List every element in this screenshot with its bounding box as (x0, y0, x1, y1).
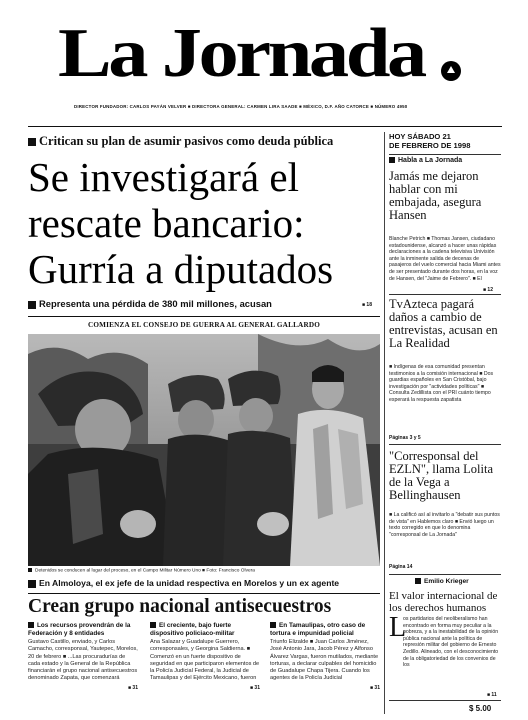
masthead (0, 0, 528, 110)
sidebar-rule-1 (389, 294, 501, 295)
bullet-square-icon (415, 578, 421, 584)
lead-headline-line3: Gurría a diputados (28, 246, 334, 292)
lead-headline-line1: Se investigará el (28, 154, 299, 200)
bullet-square-icon (28, 622, 34, 628)
bullet-square-icon (28, 138, 36, 146)
sidebar-story4-body: os partidarios del neoliberalismo han encontrado en forma muy peculiar a la pobreza, y a la inestabilidad de la opinión pública nacional ante la política de represión militar del gobierno de Ernesto Zedillo. Alineado, con el desconocimiento de la obligatoriedad de los convenios de los (403, 616, 499, 669)
sidebar-story3-page: Página 14 (389, 564, 413, 570)
lead-headline[interactable] (28, 154, 380, 292)
bottom-column-2-subhead: El creciente, bajo fuerte dispositivo policiaco-militar (150, 622, 235, 637)
logo-emblem-icon (440, 60, 462, 82)
sidebar-story4-page: ■ 11 (487, 692, 497, 698)
bottom-column-1-subhead: Los recursos provendrán de la Federación y 8 entidades (28, 622, 131, 637)
sidebar-story3-body: ■ La calificó así al invitarlo a "debatir sus puntos de vista" en Hablemos claro ■ Envió luego un texto corregido en que lo denomina "corresponsal de La Jornada" (389, 512, 500, 538)
lead-story (28, 132, 380, 312)
lead-deck-page: ■ 18 (362, 302, 372, 308)
sidebar-story2-page: Páginas 3 y 5 (389, 435, 421, 441)
sidebar (389, 132, 501, 718)
bullet-square-icon (389, 157, 395, 163)
sidebar-date: HOY SÁBADO 21 DE FEBRERO DE 1998 (389, 132, 471, 150)
bottom-column-3-page: ■ 31 (370, 685, 380, 692)
photo-label: COMIENZA EL CONSEJO DE GUERRA AL GENERAL GALLARDO (87, 321, 321, 329)
sidebar-story2-headline[interactable]: TvAzteca pagará daños a cambio de entrevistas, acusan en La Realidad (389, 297, 498, 350)
lead-headline-line2: rescate bancario: (28, 200, 305, 246)
bottom-column-3-body: Triunfo Elizalde ■ Juan Carlos Jiménez, José Antonio Jara, Jacob Pérez y Alfonso Álvarez Vargas, fueron mutilados, mediante torturas, a declarar culpables del homicidio de Guadalupe Chapa Tijera. Cuando los agentes de la Policía Judicial (270, 639, 379, 682)
bottom-column-2-body: Ana Salazar y Guadalupe Guerrero, corresponsales, y Georgina Saldierna. ■ Comenzó en un fuerte dispositivo de seguridad en que participaron elementos de la Policía Judicial Federal, la Judicial de Tamaulipas y del Ejército Mexicano, fueron (150, 639, 260, 682)
sidebar-rule-3 (389, 574, 501, 575)
sidebar-story4-dropcap: L (389, 612, 407, 643)
price: $ 5.00 (469, 704, 492, 713)
photo-credit: Detenidos se conducen al lugar del proceso, en el Campo Militar Número Uno ■ Foto: Francisco Olvera (28, 568, 380, 573)
sidebar-story4-author: Emilio Krieger (415, 578, 469, 585)
photo-rule (28, 593, 380, 594)
bullet-square-icon (28, 580, 36, 588)
masthead-logo[interactable]: La Jornada (58, 15, 424, 92)
lead-rule (28, 316, 380, 317)
sidebar-rule-2 (389, 444, 501, 445)
sidebar-story1-page: ■ 12 (483, 287, 493, 293)
news-photo[interactable] (28, 334, 380, 566)
sidebar-story4-headline[interactable]: El valor internacional de los derechos humanos (389, 590, 498, 614)
sidebar-section-label: Habla a La Jornada (389, 157, 462, 164)
sidebar-story1-body: Blanche Petrich ■ Thomas Jansen, ciudadano estadounidense, alcanzó a hacer unas rápidas declaraciones a la cadena televisiva Univisión ante la inminente salida de decenas de pasajeros del vuelo comercial hacia Miami antes de ser presentado durante dos horas, en la voz de Hansen, del "Jaime de Febrero". ■ El (389, 236, 501, 282)
bottom-column-1-body: Gustavo Castillo, enviado, y Carlos Camacho, corresponsal, Yautepec, Morelos, 20 de febrero ■ ...Las procuradurías de cada estado y la General de la República financiarán el grupo nacional antisecuestros denominado Zapata, que comenzará (28, 639, 138, 682)
bullet-square-icon (270, 622, 276, 628)
bottom-column-2 (150, 622, 260, 714)
bullet-square-icon (28, 301, 36, 309)
photo-subcaption: En Almoloya, el ex jefe de la unidad respectiva en Morelos y un ex agente (28, 578, 380, 588)
masthead-rule (28, 126, 502, 127)
bottom-column-2-page: ■ 31 (250, 685, 260, 692)
sidebar-date-rule (389, 154, 501, 155)
lead-deck: Representa una pérdida de 380 mil millones, acusan (28, 298, 358, 309)
sidebar-story2-body: ■ Indígenas de esa comunidad presentan testimonios a la comisión internacional ■ Dos guardias españoles en San Cristóbal, bajo investigación por "actividades políticas" ■ Consulta Zedillista con el PRI cuánto tiempo esperará la respuesta zapatista (389, 364, 494, 403)
bullet-square-icon (150, 622, 156, 628)
masthead-staff-line: DIRECTOR FUNDADOR: CARLOS PAYÁN VELVER ■ DIRECTORA GENERAL: CARMEN LIRA SAADE ■ MÉXICO, D.F. AÑO CATORCE ■ NÚMERO 4950 (74, 104, 408, 109)
bottom-headline[interactable]: Crean grupo nacional antisecuestros (28, 596, 332, 617)
lead-kicker: Critican su plan de asumir pasivos como deuda pública (28, 134, 380, 148)
sidebar-story1-headline[interactable]: Jamás me dejaron hablar con mi embajada, asegura Hansen (389, 169, 482, 222)
sidebar-rule-4 (389, 700, 501, 701)
sidebar-story3-headline[interactable]: "Corresponsal del EZLN", llama Lolita de la Vega a Bellinghausen (389, 449, 494, 502)
bullet-square-icon (28, 568, 32, 572)
bottom-column-3-subhead: En Tamaulipas, otro caso de tortura e impunidad policial (270, 622, 366, 637)
bottom-column-1-page: ■ 31 (128, 685, 138, 692)
bottom-column-3 (270, 622, 380, 714)
bottom-column-1 (28, 622, 138, 714)
sidebar-divider (384, 132, 385, 714)
